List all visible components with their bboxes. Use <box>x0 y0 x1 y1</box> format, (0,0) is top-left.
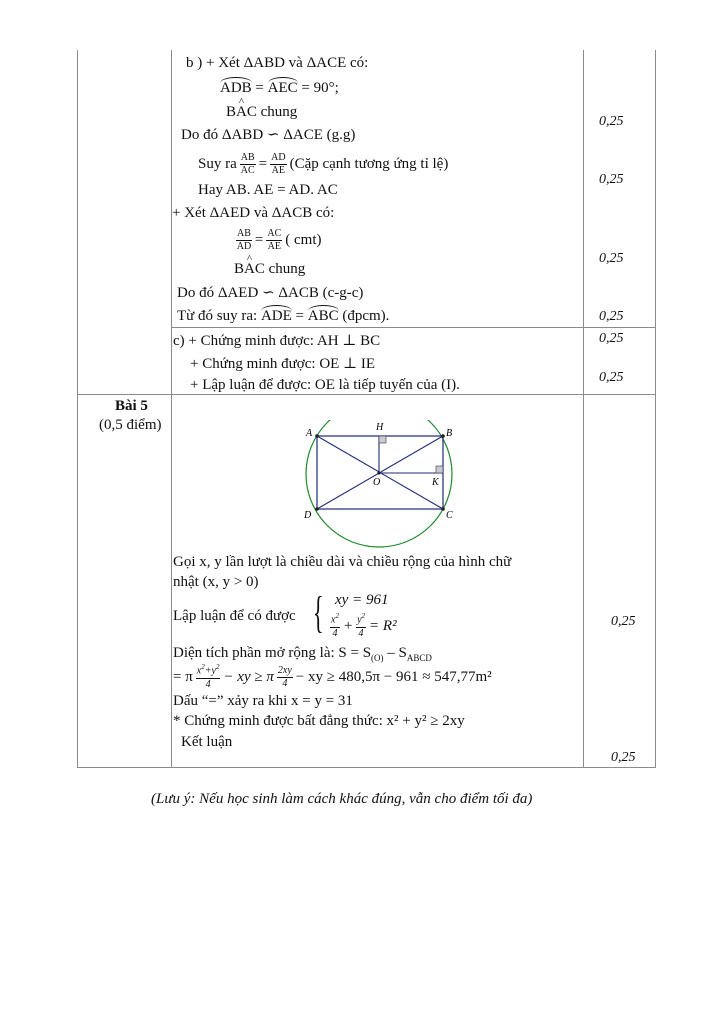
c-line3: + Lập luận để được: OE là tiếp tuyến của (I). <box>190 377 460 393</box>
system-brace: { <box>313 588 324 637</box>
ineq-tail: − xy ≥ 480,5π − 961 ≈ 547,77m² <box>295 669 492 685</box>
points-b-2: 0,25 <box>599 172 624 187</box>
angle-abc: ABC <box>307 308 339 324</box>
dientich-sub-abcd: ABCD <box>406 653 432 663</box>
cmt-note: ( cmt) <box>285 232 322 248</box>
frac-num: AB <box>240 151 255 163</box>
b-final-line: Từ đó suy ra: ADE = ABC (đpcm). <box>177 308 390 324</box>
fraction-x2y2-4: $\frac{x^2+y^2}{4}$ <box>196 663 220 690</box>
b-common-angle-line <box>226 103 297 121</box>
table-right-border <box>655 50 656 768</box>
c-line1: c) + Chứng minh được: AH ⊥ BC <box>173 333 381 349</box>
point-c <box>441 507 445 511</box>
angle-ade: ADE <box>260 308 292 324</box>
b-ratio-line-2: $\frac{AB}{AD}$ = $\frac{AC}{AE}$ ( cmt) <box>236 227 322 252</box>
fraction-ad-ae <box>270 153 286 176</box>
frac-den: AD <box>236 240 252 252</box>
point-b <box>441 434 445 438</box>
bai5-goi: Gọi x, y lần lượt là chiều dài và chiều rộng của hình chữ <box>173 554 512 570</box>
table-col-divider-1 <box>171 50 172 768</box>
bai5-title: Bài 5 <box>115 398 148 414</box>
angle-bac: BAC ^ <box>226 103 257 121</box>
dientich-minus: – S <box>383 645 407 661</box>
dpcm: (đpcm). <box>342 308 390 324</box>
row-divider-bai5 <box>77 394 656 395</box>
angle-eq-90: = 90°; <box>301 80 339 96</box>
frac-num: AB <box>237 227 251 239</box>
system-eq1: xy = 961 <box>335 592 389 608</box>
b-ratio-line: Suy ra $\frac{AB}{AC}$ = $\frac{AD}{AE}$ (Cặp cạnh tương ứng tỉ lệ) <box>198 151 449 176</box>
bai5-lapluan: Lập luận để có được <box>173 608 296 624</box>
table-left-border <box>77 50 78 768</box>
right-angle-mark-k <box>436 466 443 473</box>
label-d: D <box>304 510 312 521</box>
label-b: B <box>446 428 453 439</box>
fraction-y2-4: $\frac{y^2}{4}$ <box>357 612 366 639</box>
frac-den: AC <box>240 164 255 176</box>
tu-do: Từ đó suy ra: <box>177 308 258 324</box>
angle-bac: BAC ^ <box>234 260 265 278</box>
system-eq2: $\frac{x^2}{4}$ + $\frac{y^2}{4}$ = R² <box>331 612 397 639</box>
geometry-diagram <box>290 420 480 550</box>
bai5-chungminh: * Chứng minh được bất đẳng thức: x² + y² ≥ 2xy <box>173 713 465 729</box>
b-intro: b ) + Xét ΔABD và ΔACE có: <box>186 55 369 71</box>
common-word: chung <box>268 261 306 277</box>
footer-note: (Lưu ý: Nếu học sinh làm cách khác đúng, vẫn cho điểm tối đa) <box>151 791 533 807</box>
table-bottom-border <box>77 767 656 768</box>
label-c: C <box>446 510 453 521</box>
bai5-inequality: = π $\frac{x^2+y^2}{4}$ − xy ≥ π $\frac{2xy}{4}$ − xy ≥ 480,5π − 961 ≈ 547,77m² <box>173 663 492 690</box>
label-h: H <box>376 422 384 433</box>
points-c-1: 0,25 <box>599 331 624 346</box>
b-hay: Hay AB. AE = AD. AC <box>198 182 338 198</box>
ratio-note: (Cặp cạnh tương ứng tỉ lệ) <box>289 156 449 172</box>
b-conclude1: Do đó ΔABD ∽ ΔACE (g.g) <box>181 127 356 143</box>
row-divider-bc <box>171 327 655 328</box>
b-angle-line: ADB = AEC = 90°; <box>220 80 339 96</box>
dientich-text: Diện tích phần mở rộng là: S = S <box>173 645 372 661</box>
bai5-dau: Dấu “=” xảy ra khi x = y = 31 <box>173 693 353 709</box>
points-bai5-1: 0,25 <box>611 614 636 629</box>
label-a: A <box>306 428 313 439</box>
dientich-sub-o: (O) <box>371 653 384 663</box>
points-b-1: 0,25 <box>599 114 624 129</box>
point-d <box>315 507 319 511</box>
fraction-ac-ae <box>266 229 282 252</box>
fraction-ab-ac <box>240 153 256 176</box>
fraction-ab-ad <box>236 229 252 252</box>
frac-num: AC <box>267 227 282 239</box>
table-col-divider-2 <box>583 50 584 768</box>
point-o <box>377 471 380 474</box>
points-b-3: 0,25 <box>599 251 624 266</box>
points-bai5-2: 0,25 <box>611 750 636 765</box>
bai5-goi2: nhật (x, y > 0) <box>173 574 259 590</box>
bai5-ketluan: Kết luận <box>181 734 233 750</box>
label-k: K <box>432 477 439 488</box>
system-eq2-rhs: = R² <box>369 618 397 634</box>
point-a <box>315 434 319 438</box>
angle-aec: AEC <box>267 80 298 96</box>
points-c-2: 0,25 <box>599 370 624 385</box>
frac-num: AD <box>271 151 286 163</box>
common-word: chung <box>260 104 298 120</box>
c-line2: + Chứng minh được: OE ⊥ IE <box>190 356 376 372</box>
suyra-word: Suy ra <box>198 156 237 172</box>
frac-den: AE <box>267 240 281 252</box>
frac-den: AE <box>271 164 286 176</box>
fraction-x2-4: $\frac{x^2}{4}$ <box>331 612 339 639</box>
points-b-4: 0,25 <box>599 309 624 324</box>
angle-adb: ADB <box>220 80 252 96</box>
b-conclude2: Do đó ΔAED ∽ ΔACB (c-g-c) <box>177 285 364 301</box>
b-xet2: + Xét ΔAED và ΔACB có: <box>172 205 335 221</box>
bai5-points: (0,5 điểm) <box>99 417 162 433</box>
right-angle-mark-h <box>379 436 386 443</box>
fraction-2xy-4: $\frac{2xy}{4}$ <box>277 664 292 689</box>
label-o: O <box>373 477 381 488</box>
b-common-angle-line-2 <box>234 260 305 278</box>
